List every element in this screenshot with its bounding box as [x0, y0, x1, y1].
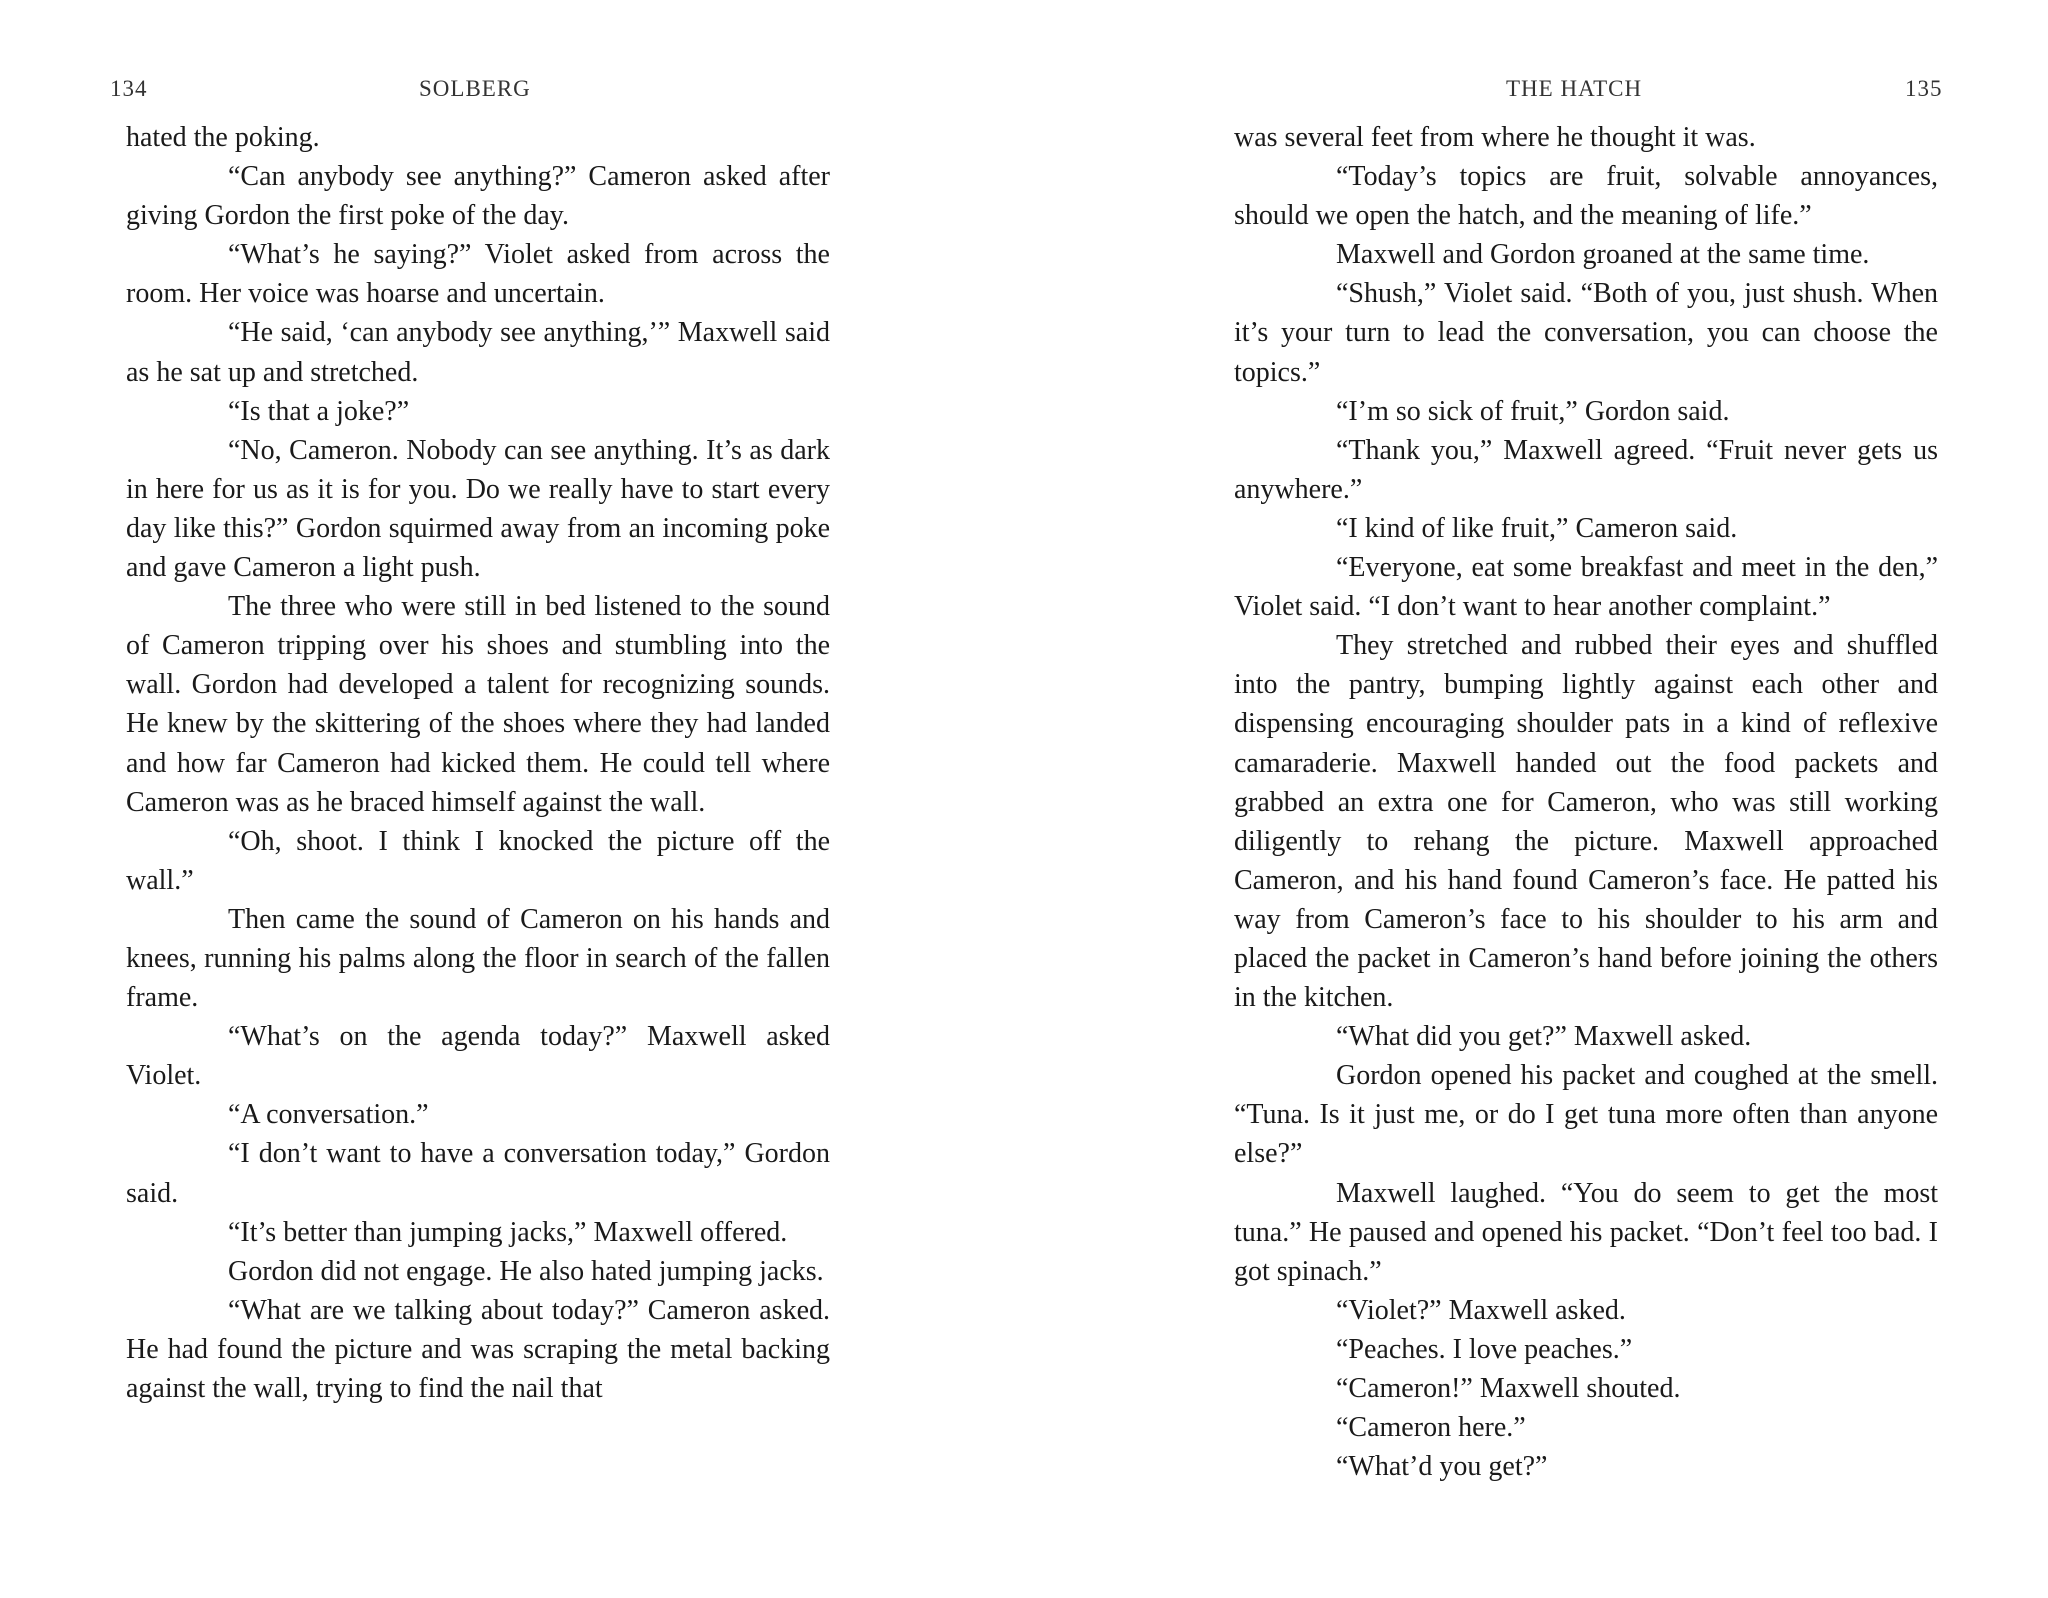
paragraph: “Cameron!” Maxwell shouted. — [1336, 1373, 1681, 1404]
paragraph: “Is that a joke?” — [228, 395, 410, 427]
right-page-body — [1234, 118, 1938, 1486]
paragraph: Maxwell laughed. “You do seem to get the most tuna.” He paused and opened his packet. “Don’t feel too bad. I got spinach.” — [1234, 1177, 1938, 1287]
paragraph: was several feet from where he thought it was. — [1234, 122, 1756, 153]
paragraph: “Cameron here.” — [1336, 1412, 1526, 1444]
paragraph: Then came the sound of Cameron on his hands and knees, running his palms along the floor in search of the fallen frame. — [126, 903, 830, 1014]
paragraph: “I kind of like fruit,” Cameron said. — [1336, 512, 1738, 544]
paragraph: “He said, ‘can anybody see anything,’” Maxwell said as he sat up and stretched. — [126, 317, 830, 388]
paragraph: “Everyone, eat some breakfast and meet in the den,” Violet said. “I don’t want to hear another complaint.” — [1234, 552, 1938, 623]
paragraph: “It’s better than jumping jacks,” Maxwell offered. — [228, 1216, 788, 1248]
paragraph: “Today’s topics are fruit, solvable annoyances, should we open the hatch, and the meaning of life.” — [1234, 161, 1938, 232]
paragraph: “What are we talking about today?” Cameron asked. He had found the picture and was scraping the metal backing against the wall, trying to find the nail that — [126, 1294, 830, 1404]
paragraph: Gordon did not engage. He also hated jumping jacks. — [228, 1255, 824, 1287]
right-page-number: 135 — [1905, 76, 1943, 101]
paragraph: “What’d you get?” — [1336, 1451, 1548, 1483]
right-running-head: THE HATCH — [1506, 76, 1643, 101]
paragraph: “I don’t want to have a conversation today,” Gordon said. — [126, 1138, 830, 1209]
left-running-head: SOLBERG — [419, 76, 531, 101]
paragraph: Gordon opened his packet and coughed at the smell. “Tuna. Is it just me, or do I get tuna more often than anyone else?” — [1234, 1060, 1938, 1170]
paragraph: “What did you get?” Maxwell asked. — [1336, 1021, 1752, 1053]
paragraph: “Oh, shoot. I think I knocked the picture off the wall.” — [126, 825, 830, 896]
paragraph: “Can anybody see anything?” Cameron asked after giving Gordon the first poke of the day. — [126, 161, 830, 232]
paragraph: “Shush,” Violet said. “Both of you, just shush. When it’s your turn to lead the conversation, you can choose the topics.” — [1234, 278, 1938, 388]
paragraph: “No, Cameron. Nobody can see anything. It’s as dark in here for us as it is for you. Do we really have to start every day like this?” Gordon squirmed away from an incoming poke and gave Cameron a light push. — [126, 434, 830, 584]
left-page-body — [126, 118, 830, 1408]
paragraph: The three who were still in bed listened to the sound of Cameron tripping over his shoes and stumbling into the wall. Gordon had developed a talent for recognizing sounds. He knew by the skittering of the shoes where they had landed and how far Cameron had kicked them. He could tell where Cameron was as he braced himself against the wall. — [126, 591, 830, 818]
paragraph: “I’m so sick of fruit,” Gordon said. — [1336, 395, 1730, 427]
paragraph: “Thank you,” Maxwell agreed. “Fruit never gets us anywhere.” — [1234, 434, 1938, 505]
paragraph: “Peaches. I love peaches.” — [1336, 1333, 1633, 1365]
left-page-number: 134 — [110, 76, 148, 101]
paragraph: hated the poking. — [126, 122, 320, 153]
right-page — [1024, 0, 2048, 1598]
paragraph: “What’s on the agenda today?” Maxwell asked Violet. — [126, 1021, 830, 1092]
paragraph: “Violet?” Maxwell asked. — [1336, 1294, 1626, 1326]
paragraph: Maxwell and Gordon groaned at the same time. — [1336, 239, 1870, 271]
paragraph: “What’s he saying?” Violet asked from across the room. Her voice was hoarse and uncertain. — [126, 239, 830, 310]
paragraph: They stretched and rubbed their eyes and shuffled into the pantry, bumping lightly against each other and dispensing encouraging shoulder pats in a kind of reflexive camaraderie. Maxwell handed out the food packets and grabbed an extra one for Cameron, who was still working diligently to rehang the picture. Maxwell approached Cameron, and his hand found Cameron’s face. He patted his way from Cameron’s face to his shoulder to his arm and placed the packet in Cameron’s hand before joining the others in the kitchen. — [1234, 630, 1938, 1014]
paragraph: “A conversation.” — [228, 1099, 429, 1131]
